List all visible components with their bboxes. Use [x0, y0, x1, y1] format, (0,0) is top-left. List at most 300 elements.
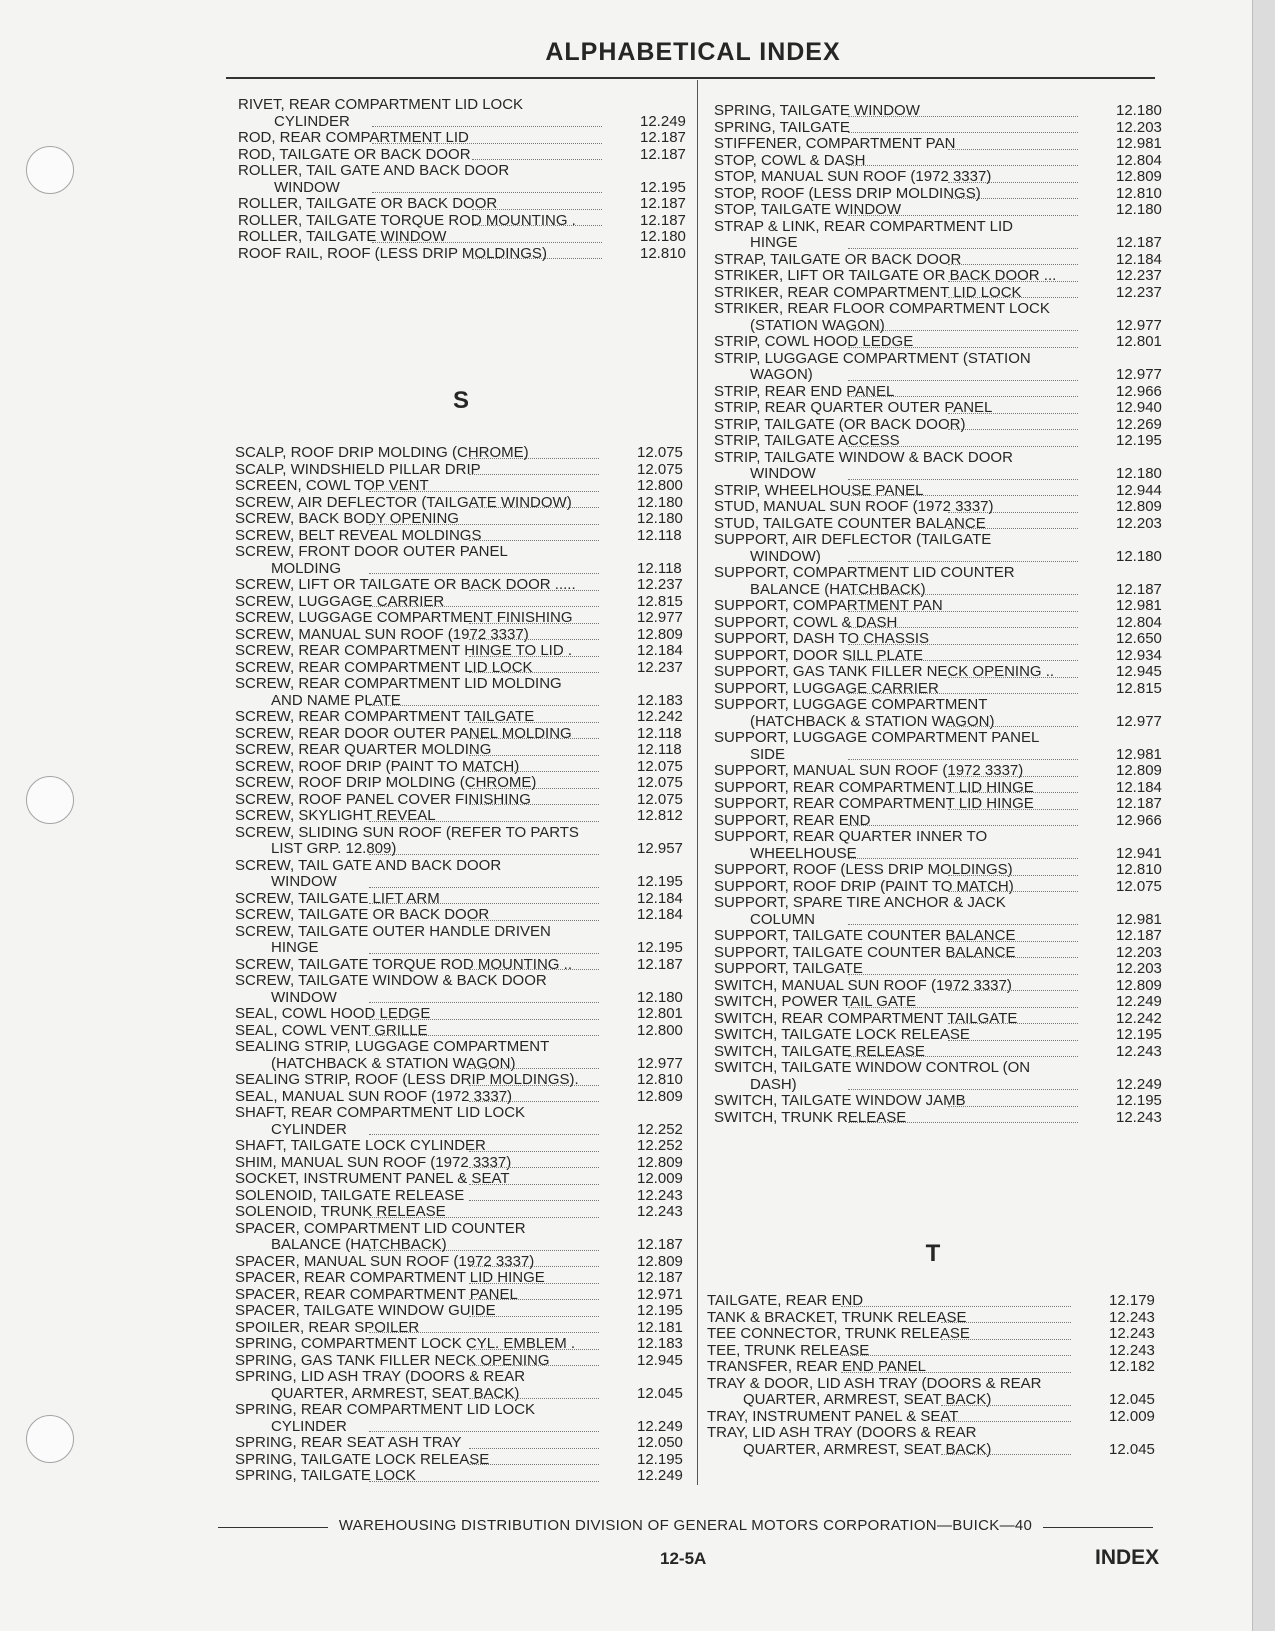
index-entry [235, 495, 695, 512]
entry-ref: 12.812 [637, 807, 683, 824]
index-entry [235, 676, 695, 709]
dot-leader [941, 1454, 1071, 1455]
dot-leader [469, 1167, 599, 1168]
entry-text: WINDOW [274, 178, 340, 196]
index-entry [714, 120, 1174, 137]
entry-text: SUPPORT, TAILGATE COUNTER BALANCE [714, 943, 1016, 961]
entry-text: SUPPORT, LUGGAGE COMPARTMENT PANEL [714, 729, 1040, 746]
entry-ref: 12.252 [637, 1120, 683, 1138]
entry-text: SCREW, REAR QUARTER MOLDING [235, 741, 492, 758]
entry-text: (STATION WAGON) [750, 316, 885, 334]
dot-leader [848, 1089, 1078, 1090]
entry-text: SCALP, ROOF DRIP MOLDING (CHROME) [235, 444, 529, 461]
entry-ref: 12.940 [1116, 399, 1162, 416]
index-entry [714, 153, 1174, 170]
entry-ref: 12.242 [1116, 1009, 1162, 1027]
entry-ref: 12.810 [1116, 861, 1162, 878]
entry-text: SUPPORT, REAR QUARTER INNER TO [714, 828, 988, 845]
index-entry [235, 1089, 695, 1106]
entry-text: SIDE [750, 745, 786, 763]
entry-text: STOP, MANUAL SUN ROOF (1972 3337) [714, 168, 992, 185]
index-entry [714, 813, 1174, 830]
index-entry [714, 994, 1174, 1011]
dot-leader [841, 1306, 1071, 1307]
dot-leader [848, 116, 1078, 117]
index-entry [238, 213, 698, 230]
section-letter-s: S [452, 387, 469, 414]
entry-text: STRAP & LINK, REAR COMPARTMENT LID [714, 217, 1013, 235]
dot-leader [369, 524, 599, 525]
entry-ref: 12.187 [1116, 927, 1162, 944]
entry-text: SCREW, ROOF PANEL COVER FINISHING [235, 790, 531, 808]
entry-text: TRAY, INSTRUMENT PANEL & SEAT [707, 1407, 959, 1425]
entry-text: SOLENOID, TAILGATE RELEASE [235, 1186, 465, 1204]
index-entry [235, 825, 695, 858]
entry-text: SPRING, GAS TANK FILLER NECK OPENING [235, 1351, 550, 1369]
dot-leader [369, 1019, 599, 1020]
index-entry [714, 202, 1174, 219]
index-entry [235, 709, 695, 726]
entry-text: SPRING, TAILGATE LOCK [235, 1467, 416, 1484]
dot-leader [469, 1448, 599, 1449]
dot-leader [469, 623, 599, 624]
entry-ref: 12.183 [637, 1335, 683, 1352]
index-entry [235, 1204, 695, 1221]
dot-leader [848, 974, 1078, 975]
entry-text: SHAFT, TAILGATE LOCK CYLINDER [235, 1137, 486, 1154]
index-entry [714, 417, 1174, 434]
entry-text: ROLLER, TAIL GATE AND BACK DOOR [238, 162, 510, 179]
entry-ref: 12.179 [1109, 1292, 1155, 1309]
index-entry [238, 130, 698, 147]
entry-ref: 12.650 [1116, 630, 1162, 647]
index-entry [235, 973, 695, 1006]
dot-leader [948, 726, 1078, 727]
index-entry [714, 483, 1174, 500]
index-entry [235, 1254, 695, 1271]
entry-text: HINGE [271, 939, 319, 956]
entry-ref: 12.187 [640, 145, 686, 163]
index-entry [707, 1343, 1167, 1360]
entry-ref: 12.187 [640, 211, 686, 229]
entry-text: STIFFENER, COMPARTMENT PAN [714, 135, 956, 152]
entry-text: SEALING STRIP, ROOF (LESS DRIP MOLDINGS). [235, 1071, 579, 1088]
index-entry [235, 1105, 695, 1138]
entry-ref: 12.181 [637, 1318, 683, 1336]
dot-leader [469, 1398, 599, 1399]
dot-leader [948, 297, 1078, 298]
entry-text: QUARTER, ARMREST, SEAT BACK) [743, 1440, 992, 1458]
dot-leader [948, 776, 1078, 777]
index-entry [238, 97, 698, 130]
dot-leader [369, 705, 599, 706]
index-entry [238, 163, 698, 196]
entry-ref: 12.252 [637, 1137, 683, 1154]
dot-leader [941, 1421, 1071, 1422]
page-title: ALPHABETICAL INDEX [545, 38, 841, 66]
entry-ref: 12.249 [637, 1417, 683, 1435]
index-entry [235, 907, 695, 924]
index-entry [235, 577, 695, 594]
entry-ref: 12.184 [1116, 778, 1162, 796]
dot-leader [369, 491, 599, 492]
entry-text: SPRING, TAILGATE WINDOW [714, 102, 920, 119]
entry-ref: 12.187 [637, 1269, 683, 1286]
dot-leader [948, 891, 1078, 892]
entry-ref: 12.810 [637, 1071, 683, 1088]
entry-text: STRAP, TAILGATE OR BACK DOOR [714, 250, 962, 268]
entry-text: SCREW, TAILGATE TORQUE ROD MOUNTING .. [235, 955, 572, 973]
dot-leader [841, 1372, 1071, 1373]
entry-ref: 12.957 [637, 840, 683, 857]
binder-hole [26, 146, 74, 194]
dot-leader [948, 1023, 1078, 1024]
entry-ref: 12.075 [637, 790, 683, 808]
dot-leader [848, 479, 1078, 480]
dot-leader [941, 1339, 1071, 1340]
dot-leader [848, 248, 1078, 249]
entry-text: SHAFT, REAR COMPARTMENT LID LOCK [235, 1104, 526, 1121]
dot-leader [469, 507, 599, 508]
dot-leader [848, 330, 1078, 331]
index-entry [235, 1336, 695, 1353]
index-entry [235, 1287, 695, 1304]
index-entry [714, 400, 1174, 417]
entry-text: SPRING, COMPARTMENT LOCK CYL. EMBLEM . [235, 1335, 576, 1352]
entry-text: BALANCE (HATCHBACK) [750, 580, 926, 598]
entry-text: HINGE [750, 234, 798, 251]
entry-ref: 12.075 [637, 757, 683, 775]
entry-text: SPACER, COMPARTMENT LID COUNTER [235, 1219, 526, 1237]
entry-text: ROLLER, TAILGATE OR BACK DOOR [238, 195, 498, 212]
entry-ref: 12.195 [1116, 1026, 1162, 1043]
index-entry [714, 796, 1174, 813]
entry-text: SPACER, TAILGATE WINDOW GUIDE [235, 1302, 496, 1319]
dot-leader [469, 540, 599, 541]
index-entry [238, 229, 698, 246]
entry-text: SUPPORT, REAR COMPARTMENT LID HINGE [714, 795, 1034, 812]
dot-leader [469, 722, 599, 723]
entry-ref: 12.809 [637, 1087, 683, 1105]
index-entry [707, 1376, 1167, 1409]
dot-leader [469, 1200, 599, 1201]
entry-ref: 12.195 [637, 1302, 683, 1319]
entry-text: SCREW, REAR COMPARTMENT HINGE TO LID . [235, 642, 572, 659]
entry-text: SCREW, ROOF DRIP MOLDING (CHROME) [235, 774, 537, 791]
dot-leader [848, 215, 1078, 216]
entry-text: CYLINDER [274, 112, 350, 130]
dot-leader [948, 792, 1078, 793]
entry-ref: 12.242 [637, 708, 683, 725]
dot-leader [472, 159, 602, 160]
dot-leader [848, 858, 1078, 859]
entry-text: STRIP, LUGGAGE COMPARTMENT (STATION [714, 349, 1031, 367]
entry-text: SCALP, WINDSHIELD PILLAR DRIP [235, 460, 481, 478]
dot-leader [948, 875, 1078, 876]
dot-leader [369, 887, 599, 888]
index-entry [235, 891, 695, 908]
entry-text: SHIM, MANUAL SUN ROOF (1972 3337) [235, 1153, 512, 1171]
entry-text: ROD, TAILGATE OR BACK DOOR [238, 145, 471, 163]
entry-ref: 12.075 [637, 444, 683, 461]
index-entry [238, 196, 698, 213]
entry-text: STRIP, COWL HOOD LEDGE [714, 333, 914, 350]
dot-leader [369, 1002, 599, 1003]
index-entry [235, 1023, 695, 1040]
entry-text: SPRING, TAILGATE [714, 118, 850, 136]
dot-leader [848, 132, 1078, 133]
index-entry [714, 945, 1174, 962]
entry-text: SEAL, COWL VENT GRILLE [235, 1021, 428, 1039]
entry-text: MOLDING [271, 559, 342, 577]
entry-text: SUPPORT, GAS TANK FILLER NECK OPENING .. [714, 663, 1055, 680]
index-entry [707, 1359, 1167, 1376]
entry-ref: 12.804 [1116, 151, 1162, 169]
dot-leader [948, 677, 1078, 678]
dot-leader [469, 969, 599, 970]
entry-text: STRIP, WHEELHOUSE PANEL [714, 481, 924, 499]
index-entry [238, 246, 698, 263]
entry-text: DASH) [750, 1075, 797, 1093]
dot-leader [848, 165, 1078, 166]
entry-ref: 12.118 [637, 741, 682, 758]
entry-text: SCREW, TAILGATE LIFT ARM [235, 889, 440, 907]
entry-text: SWITCH, TAILGATE WINDOW JAMB [714, 1092, 966, 1109]
entry-text: TRANSFER, REAR END PANEL [707, 1358, 926, 1375]
entry-ref: 12.237 [1116, 283, 1162, 301]
index-entry [235, 858, 695, 891]
entry-text: SPOILER, REAR SPOILER [235, 1318, 420, 1336]
entry-text: SUPPORT, TAILGATE [714, 960, 863, 977]
dot-leader [848, 693, 1078, 694]
index-entry [714, 499, 1174, 516]
entry-text: SWITCH, TAILGATE WINDOW CONTROL (ON [714, 1059, 1031, 1076]
entry-text: SUPPORT, LUGGAGE CARRIER [714, 679, 939, 697]
dot-leader [472, 225, 602, 226]
entry-text: STRIKER, REAR FLOOR COMPARTMENT LOCK [714, 300, 1050, 317]
entry-text: TANK & BRACKET, TRUNK RELEASE [707, 1308, 967, 1326]
dot-leader [369, 1217, 599, 1218]
entry-ref: 12.180 [1116, 201, 1162, 218]
entry-ref: 12.981 [1116, 745, 1162, 763]
entry-ref: 12.809 [637, 625, 683, 643]
entry-ref: 12.809 [1116, 168, 1162, 185]
entry-text: SUPPORT, SPARE TIRE ANCHOR & JACK [714, 894, 1006, 911]
entry-ref: 12.195 [637, 1450, 683, 1468]
dot-leader [948, 990, 1078, 991]
entry-text: SWITCH, TRUNK RELEASE [714, 1108, 907, 1126]
entry-ref: 12.249 [640, 112, 686, 130]
dot-leader [848, 396, 1078, 397]
entry-text: SUPPORT, REAR COMPARTMENT LID HINGE [714, 778, 1034, 796]
dot-leader [369, 1431, 599, 1432]
entry-ref: 12.815 [1116, 679, 1162, 697]
title-rule [226, 77, 1155, 79]
index-entry [235, 445, 695, 462]
dot-leader [369, 1134, 599, 1135]
index-entry [235, 775, 695, 792]
entry-text: CYLINDER [271, 1417, 347, 1435]
entry-text: SOLENOID, TRUNK RELEASE [235, 1203, 446, 1220]
entry-text: WAGON) [750, 366, 813, 383]
entry-ref: 12.800 [637, 1021, 683, 1039]
entry-text: SCREW, MANUAL SUN ROOF (1972 3337) [235, 625, 529, 643]
entry-text: SEALING STRIP, LUGGAGE COMPARTMENT [235, 1038, 550, 1055]
entry-ref: 12.249 [1116, 993, 1162, 1010]
index-entry [714, 664, 1174, 681]
entry-text: LIST GRP. 12.809) [271, 840, 397, 857]
entry-text: SWITCH, TAILGATE LOCK RELEASE [714, 1026, 970, 1043]
entry-text: SCREW, TAILGATE OUTER HANDLE DRIVEN [235, 922, 551, 940]
entry-ref: 12.195 [637, 939, 683, 956]
index-entry [714, 879, 1174, 896]
entry-ref: 12.182 [1109, 1358, 1155, 1375]
entry-ref: 12.966 [1116, 811, 1162, 829]
entry-text: SCREW, AIR DEFLECTOR (TAILGATE WINDOW) [235, 493, 572, 511]
entry-text: SUPPORT, REAR END [714, 811, 871, 829]
entry-ref: 12.075 [637, 460, 683, 478]
dot-leader [469, 672, 599, 673]
entry-ref: 12.203 [1116, 943, 1162, 961]
entry-ref: 12.810 [640, 244, 686, 262]
dot-leader [941, 1405, 1071, 1406]
entry-ref: 12.243 [1109, 1308, 1155, 1326]
index-column-left-top [238, 97, 698, 262]
entry-ref: 12.187 [640, 195, 686, 212]
index-entry [714, 532, 1174, 565]
dot-leader [369, 903, 599, 904]
dot-leader [469, 788, 599, 789]
dot-leader [469, 1068, 599, 1069]
entry-text: STOP, TAILGATE WINDOW [714, 201, 901, 218]
page-number: 12-5A [660, 1549, 707, 1568]
index-entry [235, 544, 695, 577]
entry-ref: 12.945 [637, 1351, 683, 1369]
index-entry [707, 1310, 1167, 1327]
entry-text: WINDOW [750, 465, 816, 482]
dot-leader [469, 1101, 599, 1102]
index-entry [714, 631, 1174, 648]
index-entry [714, 1011, 1174, 1028]
dot-leader [472, 209, 602, 210]
section-letter-t: T [925, 1240, 941, 1267]
dot-leader [848, 924, 1078, 925]
index-entry [714, 450, 1174, 483]
entry-ref: 12.243 [637, 1186, 683, 1204]
index-entry [235, 1353, 695, 1370]
entry-text: SWITCH, MANUAL SUN ROOF (1972 3337) [714, 976, 1012, 994]
index-entry [235, 1006, 695, 1023]
footer-publisher: WAREHOUSING DISTRIBUTION DIVISION OF GENERAL MOTORS CORPORATION—BUICK—40 [338, 1517, 1033, 1534]
entry-ref: 12.180 [640, 228, 686, 245]
dot-leader [469, 639, 599, 640]
entry-ref: 12.180 [637, 988, 683, 1006]
index-entry [714, 103, 1174, 120]
dot-leader [948, 957, 1078, 958]
index-entry [707, 1293, 1167, 1310]
dot-leader [369, 854, 599, 855]
index-entry [714, 681, 1174, 698]
entry-text: STRIP, REAR QUARTER OUTER PANEL [714, 399, 993, 416]
entry-ref: 12.809 [637, 1153, 683, 1171]
index-entry [235, 1468, 695, 1485]
entry-ref: 12.180 [637, 510, 683, 527]
dot-leader [948, 182, 1078, 183]
entry-ref: 12.800 [637, 477, 683, 494]
entry-text: SCREW, LUGGAGE CARRIER [235, 592, 445, 610]
entry-ref: 12.195 [640, 178, 686, 196]
dot-leader [369, 1481, 599, 1482]
index-entry [235, 924, 695, 957]
entry-text: SPRING, REAR COMPARTMENT LID LOCK [235, 1401, 536, 1418]
dot-leader [469, 1266, 599, 1267]
entry-text: SPACER, REAR COMPARTMENT LID HINGE [235, 1269, 545, 1286]
dot-leader [469, 590, 599, 591]
index-entry [714, 186, 1174, 203]
entry-ref: 12.243 [1109, 1341, 1155, 1359]
entry-ref: 12.187 [637, 955, 683, 973]
entry-text: TRAY & DOOR, LID ASH TRAY (DOORS & REAR [707, 1374, 1042, 1392]
dot-leader [948, 809, 1078, 810]
index-entry [235, 957, 695, 974]
dot-leader [469, 458, 599, 459]
entry-ref: 12.187 [1116, 795, 1162, 812]
index-entry [235, 1402, 695, 1435]
entry-ref: 12.184 [637, 906, 683, 923]
dot-leader [372, 126, 602, 127]
entry-ref: 12.180 [1116, 547, 1162, 565]
index-entry [235, 1221, 695, 1254]
index-entry [714, 516, 1174, 533]
entry-text: SUPPORT, ROOF (LESS DRIP MOLDINGS) [714, 861, 1013, 878]
dot-leader [469, 1283, 599, 1284]
entry-text: SCREW, REAR COMPARTMENT TAILGATE [235, 708, 535, 725]
entry-text: SUPPORT, LUGGAGE COMPARTMENT [714, 696, 988, 713]
entry-text: STRIP, TAILGATE ACCESS [714, 432, 900, 449]
index-column-left-s [235, 445, 695, 1485]
dot-leader [469, 920, 599, 921]
entry-ref: 12.187 [1116, 580, 1162, 598]
entry-ref: 12.801 [1116, 333, 1162, 350]
binder-hole [26, 1415, 74, 1463]
entry-ref: 12.934 [1116, 646, 1162, 664]
dot-leader [848, 1122, 1078, 1123]
dot-leader [948, 429, 1078, 430]
dot-leader [469, 771, 599, 772]
entry-ref: 12.187 [637, 1236, 683, 1253]
entry-text: SCREW, FRONT DOOR OUTER PANEL [235, 543, 508, 560]
entry-text: CYLINDER [271, 1120, 347, 1138]
entry-ref: 12.187 [1116, 234, 1162, 251]
index-entry [235, 594, 695, 611]
dot-leader [469, 1316, 599, 1317]
section-label: INDEX [1095, 1546, 1160, 1569]
entry-text: COLUMN [750, 910, 816, 928]
entry-text: SPACER, MANUAL SUN ROOF (1972 3337) [235, 1252, 535, 1270]
entry-ref: 12.184 [637, 889, 683, 907]
index-entry [714, 169, 1174, 186]
entry-text: ROLLER, TAILGATE TORQUE ROD MOUNTING . [238, 211, 576, 229]
dot-leader [369, 573, 599, 574]
index-entry [714, 978, 1174, 995]
dot-leader [948, 281, 1078, 282]
index-entry [714, 252, 1174, 269]
entry-text: SUPPORT, DASH TO CHASSIS [714, 630, 930, 647]
entry-text: STUD, TAILGATE COUNTER BALANCE [714, 514, 986, 532]
entry-ref: 12.195 [1116, 432, 1162, 449]
index-entry [714, 301, 1174, 334]
index-entry [235, 1452, 695, 1469]
